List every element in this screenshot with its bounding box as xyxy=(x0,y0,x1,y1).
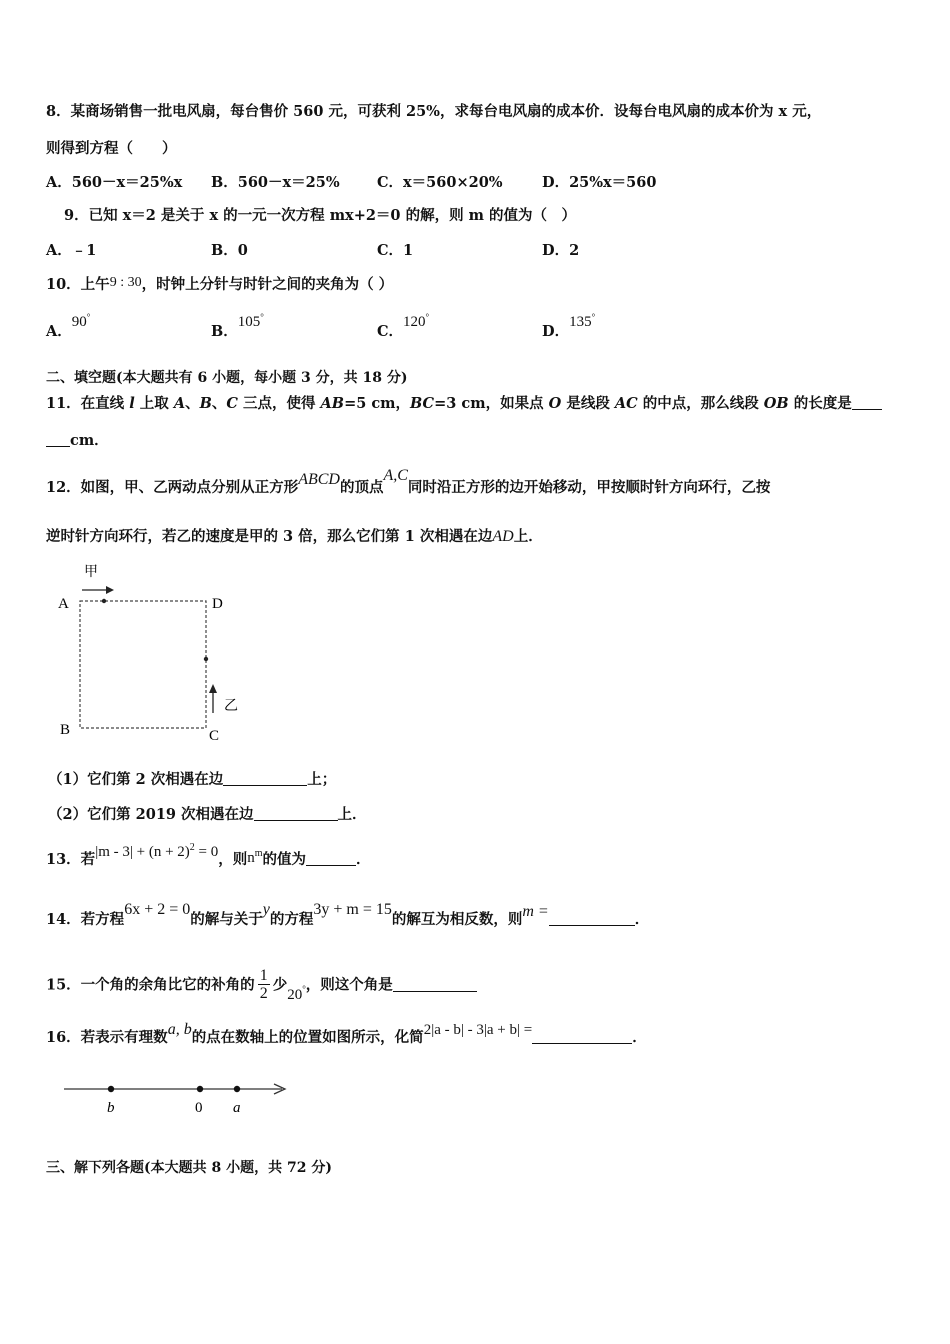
meeting-point xyxy=(204,657,208,661)
q16-expression: 2|a - b| - 3|a + b| = xyxy=(423,1022,533,1038)
q10-stem-a: 10．上午 xyxy=(46,276,110,293)
q10-stem-b: ，时钟上分针与时针之间的夹角为（ ） xyxy=(141,276,394,293)
q14-answer-blank[interactable] xyxy=(549,910,635,926)
q11-answer-blank[interactable] xyxy=(852,394,882,410)
q10-option-d: D．135° xyxy=(542,312,596,340)
q16-answer-blank[interactable] xyxy=(532,1028,632,1044)
q12-line1: 12．如图，甲、乙两动点分别从正方形ABCD的顶点A,C同时沿正方形的边开始移动，甲按顺时针方向环行，乙按 xyxy=(46,467,771,496)
figure-label-b: B xyxy=(60,722,71,738)
figure-label-c: C xyxy=(209,728,220,744)
q12-sub2: （2）它们第 2019 次相遇在边 上． xyxy=(48,806,367,823)
q13: 13．若$|m - 3| + (n + 2)^2 = 0$，则$n^m$的值为 ． xyxy=(46,842,371,868)
q10-time: 9 : 30 xyxy=(109,275,142,290)
q9-option-d: D．2 xyxy=(542,242,580,259)
section2-heading: 二、填空题(本大题共有 6 小题，每小题 3 分，共 18 分) xyxy=(46,370,408,386)
q14: 14．若方程6x + 2 = 0的解与关于y的方程3y + m = 15的解互为相反数，则m = ． xyxy=(46,901,650,928)
q12-sub1-blank[interactable] xyxy=(223,770,307,786)
figure-label-d: D xyxy=(212,596,223,612)
q8-option-d: D．25%x＝560 xyxy=(542,174,657,191)
q9-option-a: A．﹣1 xyxy=(46,242,97,259)
figure-label-a: A xyxy=(58,596,69,612)
q8-line1: 8．某商场销售一批电风扇，每台售价 560 元，可获利 25%，求每台电风扇的成本价．设每台电风扇的成本价为 x 元， xyxy=(46,103,822,120)
number-line-figure xyxy=(60,1078,300,1118)
q8-line2: 则得到方程（ ） xyxy=(46,140,177,157)
jia-arrow-head-icon xyxy=(106,586,114,594)
q15-answer-blank[interactable] xyxy=(393,976,477,992)
q10-option-b: B．105° xyxy=(211,312,264,340)
q14-eq1: 6x + 2 = 0 xyxy=(124,901,191,918)
q13-expression: $|m - 3| + (n + 2)^2 = 0$ xyxy=(95,842,219,860)
q13-answer-blank[interactable] xyxy=(306,850,356,866)
q14-eq2: 3y + m = 15 xyxy=(313,901,392,918)
square-abcd xyxy=(80,601,206,728)
q12-sub2-blank[interactable] xyxy=(254,805,338,821)
q9-option-c: C．1 xyxy=(377,242,414,259)
point-0 xyxy=(197,1086,203,1092)
q15: 15．一个角的余角比它的补角的 $\frac{1}{2}$ 少20°，则这个角是 xyxy=(46,968,477,1003)
figure-label-jia: 甲 xyxy=(84,565,98,580)
point-b xyxy=(108,1086,114,1092)
q9-option-b: B．0 xyxy=(211,242,248,259)
q11-line1: 11．在直线 l 上取 A、B、C 三点，使得 AB=5 cm，BC=3 cm，如果点 O 是线段 AC 的中点，那么线段 OB 的长度是 xyxy=(46,394,882,414)
jia-start-point xyxy=(102,599,106,603)
q10-option-a: A．90° xyxy=(46,312,91,340)
q9-stem: 9．已知 x＝2 是关于 x 的一元一次方程 mx+2＝0 的解，则 m 的值为（ ） xyxy=(64,207,577,224)
point-a xyxy=(234,1086,240,1092)
q12-sub1: （1）它们第 2 次相遇在边 上； xyxy=(48,771,337,788)
q10-stem xyxy=(46,275,393,296)
yi-arrow-head-icon xyxy=(209,684,217,693)
square-figure xyxy=(46,558,256,748)
q11-answer-blank-cont[interactable] xyxy=(46,431,70,447)
q12-line2: 逆时针方向环行，若乙的速度是甲的 3 倍，那么它们第 1 次相遇在边AD上． xyxy=(46,528,543,545)
q16: 16．若表示有理数a, b的点在数轴上的位置如图所示，化简2|a - b| - 3|a + b| = ． xyxy=(46,1021,647,1046)
section3-heading: 三、解下列各题(本大题共 8 小题，共 72 分) xyxy=(46,1160,332,1176)
number-line-label-a: a xyxy=(233,1100,241,1116)
q8-option-a: A．560－x＝25%x xyxy=(46,174,183,191)
q10-option-c: C．120° xyxy=(377,312,430,340)
figure-label-yi: 乙 xyxy=(224,699,238,714)
number-line-label-b: b xyxy=(107,1100,115,1116)
q8-option-b: B．560－x＝25% xyxy=(211,174,340,191)
q11-line2: cm． xyxy=(46,431,109,451)
q8-option-c: C．x＝560×20% xyxy=(377,174,503,191)
number-line-label-0: 0 xyxy=(195,1100,203,1116)
q15-fraction: $\frac{1}{2}$ xyxy=(259,967,268,1002)
